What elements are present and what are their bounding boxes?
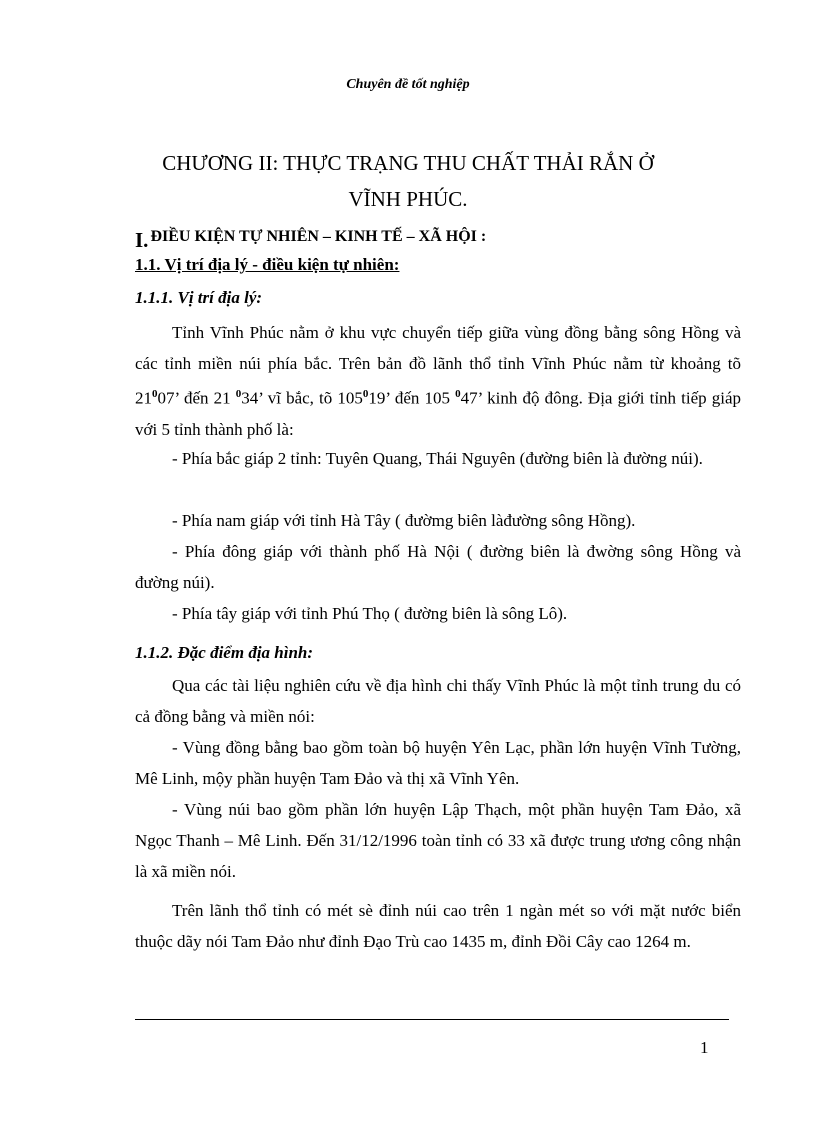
- bullet-mountain-area: [135, 794, 741, 887]
- bullet-east: - Phía đông giáp với thành phố Hà Nội ( đường biên là đwờng sông Hồng và đường núi).: [135, 542, 741, 592]
- date-value: 31/12/1996: [339, 831, 417, 850]
- footer-divider: [135, 1019, 729, 1020]
- chapter-title-line-1: CHƯƠNG II: THỰC TRẠNG THU CHẤT THẢI RẮN Ở: [162, 151, 654, 175]
- sub-heading-location: 1.1.1. Vị trí địa lý:: [135, 288, 263, 307]
- paragraph-location-text-5: 47’ kinh độ đông. Địa giới tỉnh tiếp giáp với 5 tỉnh thành phố là:: [135, 388, 742, 439]
- paragraph-location-text-1: Tỉnh Vĩnh Phúc nằm ở khu vực chuyển tiếp giữa vùng đồng bằng sông Hồng và các tỉnh miền núi phía bắc. Trên bản đồ lãnh thổ tỉnh Vĩnh Phúc nằm từ khoảng tõ 21: [135, 323, 741, 408]
- bullet-west: - Phía tây giáp với tỉnh Phú Thọ ( đường biên là sông Lô).: [172, 604, 568, 623]
- degree-sup-2: 0: [235, 388, 242, 400]
- chapter-title-line-2: VĨNH PHÚC.: [348, 187, 468, 211]
- section-heading-text: ĐIỀU KIỆN TỰ NHIÊN – KINH TẾ – XÃ HỘI :: [150, 228, 487, 245]
- paragraph-terrain-intro: Qua các tài liệu nghiên cứu về địa hình chi thấy Vĩnh Phúc là một tỉnh trung du có cả đồng bằng và miền nói:: [135, 676, 741, 726]
- paragraph-location-text-4: 19’ đến 105: [368, 388, 451, 408]
- page-number: 1: [700, 1038, 709, 1057]
- bullet-mountain-text-1: - Vùng núi bao gồm phần lớn huyện Lập Thạch, một phần huyện Tam Đảo, xã Ngọc Thanh – Mê Linh. Đến: [135, 800, 741, 850]
- degree-sup-3: 0: [362, 388, 369, 400]
- subsection-heading: 1.1. Vị trí địa lý - điều kiện tự nhiên:: [135, 255, 400, 274]
- paragraph-location-text-3: 34’ vĩ bắc, tõ 105: [241, 388, 363, 408]
- bullet-plain-area: - Vùng đồng bằng bao gồm toàn bộ huyện Yên Lạc, phần lớn huyện Vĩnh Tường, Mê Linh, mộy phần huyện Tam Đảo và thị xã Vĩnh Yên.: [135, 738, 741, 788]
- paragraph-location: [135, 317, 741, 445]
- bullet-north: - Phía bắc giáp 2 tỉnh: Tuyên Quang, Thái Nguyên (đường biên là đường núi).: [172, 449, 703, 468]
- paragraph-peaks: Trên lãnh thổ tỉnh có mét sè đỉnh núi cao trên 1 ngàn mét so với mặt nước biển thuộc dãy nói Tam Đảo như đỉnh Đạo Trù cao 1435 m, đỉnh Đồi Cây cao 1264 m.: [135, 901, 741, 951]
- running-header: Chuyên đề tốt nghiệp: [346, 77, 470, 92]
- section-roman-numeral: I.: [135, 228, 149, 252]
- bullet-south: - Phía nam giáp với tỉnh Hà Tây ( đườmg biên làđường sông Hồng).: [172, 511, 636, 530]
- paragraph-location-text-2: 07’ đến 21: [157, 388, 231, 408]
- section-heading: [135, 222, 487, 252]
- degree-sup-4: 0: [455, 388, 461, 400]
- sub-heading-terrain: 1.1.2. Đặc điểm địa hình:: [135, 643, 314, 662]
- degree-sup-1: 0: [152, 388, 158, 400]
- bullet-mountain-text-2: toàn tỉnh có 33 xã được trung ương công nhận là xã miền nói.: [135, 831, 741, 881]
